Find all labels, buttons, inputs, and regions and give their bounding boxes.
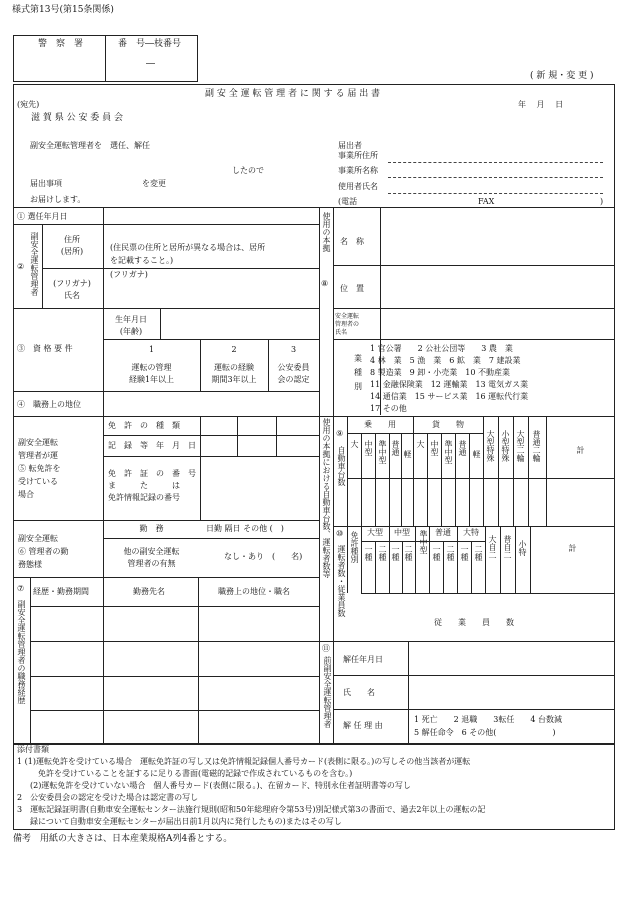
attach-title: 添付書類 bbox=[17, 745, 49, 754]
s9-col-kogata-tokushu: 小型特殊 bbox=[501, 430, 510, 462]
s10-jun: 準中型 bbox=[419, 530, 428, 554]
s9-col-mid: 中型 bbox=[364, 440, 373, 456]
s10-mid-2: 二種 bbox=[404, 545, 413, 561]
s8-industry-5[interactable]: 14 通信業 15 サービス業 16 運転代行業 bbox=[370, 392, 529, 401]
s7-row-line[interactable] bbox=[30, 710, 319, 711]
body-line-2: したので bbox=[232, 166, 264, 175]
s9-col-oogata-nirin: 大型二輪 bbox=[516, 430, 525, 462]
s10-employees: 従 業 員 数 bbox=[434, 618, 514, 627]
s10-mid-1: 一種 bbox=[391, 545, 400, 561]
s6-other-label: 他の副安全運転 管理者の有無 bbox=[123, 547, 180, 568]
s9-col-total: 計 bbox=[576, 446, 585, 455]
s8-manager-label: 安全運転 管理者の 氏名 bbox=[335, 313, 360, 336]
addressee: 滋 賀 県 公 安 委 員 会 bbox=[31, 113, 124, 123]
s2-address-label: 住所 (居所) bbox=[60, 235, 84, 256]
attach-line-2: 免許を受けていることを証するに足りる書面(電磁的記録で作成されているものを含む。) bbox=[38, 769, 353, 778]
s10-mid: 中型 bbox=[394, 528, 410, 537]
s3-q1[interactable]: 運転の管理 経験1年以上 bbox=[128, 363, 175, 384]
applicant-name-line[interactable] bbox=[388, 177, 603, 178]
attach-line-3: (2)運転免許を受けていない場合 個人番号カード(表側に限る。)、在留カード、特別永住者証明書等の写し bbox=[30, 781, 411, 790]
police-station-label: 警 察 署 bbox=[38, 39, 84, 49]
s3-label: ③ 資 格 要 件 bbox=[17, 344, 73, 353]
s10-num: ⑩ bbox=[336, 529, 344, 538]
addressee-label: (宛先) bbox=[17, 100, 40, 109]
s8-industry-label: 業 種 別 bbox=[354, 354, 362, 391]
s9-col-futsu: 普通 bbox=[391, 440, 400, 456]
form-title: 副 安 全 運 転 管 理 者 に 関 す る 届 出 書 bbox=[205, 89, 381, 99]
applicant-name-label: 事業所名称 bbox=[338, 166, 378, 175]
attach-line-6: 録について自動車安全運転センターが届出日前1月以内に発行したもの)またはその写し bbox=[30, 817, 342, 826]
s10-large-1: 一種 bbox=[364, 545, 373, 561]
s10-futsu-1: 一種 bbox=[432, 545, 441, 561]
s9-col-futsu-cargo: 普通 bbox=[458, 440, 467, 456]
applicant-address-label: 事業所住所 bbox=[338, 151, 378, 160]
s10-fujini: 普自二 bbox=[503, 535, 512, 559]
s7-side-label: 副安全運転管理者の職務経歴 bbox=[17, 600, 26, 704]
s7-row-line[interactable] bbox=[30, 641, 319, 642]
s9-col-large-cargo: 大 bbox=[416, 440, 425, 448]
s9-cargo: 貨 物 bbox=[432, 420, 464, 429]
s8-industry-2[interactable]: 4 林 業 5 漁 業 6 鉱 業 7 建設業 bbox=[370, 356, 521, 365]
s11-date-label: 解任年月日 bbox=[343, 655, 383, 664]
body-line-1: 副安全運転管理者を 選任、解任 bbox=[30, 141, 150, 150]
s10-ojini: 大自二 bbox=[488, 535, 497, 559]
number-label: 番 号―枝番号 bbox=[118, 39, 182, 49]
s10-kogata: 小特 bbox=[518, 540, 527, 556]
s8-name-label: 名 称 bbox=[340, 237, 364, 246]
attach-line-4: 2 公安委員会の認定を受けた場合は認定書の写し bbox=[17, 793, 199, 802]
s11-reason-2[interactable]: 5 解任命令 6 その他( ) bbox=[414, 728, 556, 737]
s10-futsu: 普通 bbox=[435, 528, 451, 537]
s2-name-label: (フリガナ) 氏名 bbox=[53, 279, 91, 300]
form-label: 様式第13号(第15条関係) bbox=[12, 5, 114, 15]
s9-col-kei: 軽 bbox=[403, 450, 412, 458]
s10-side-label: 運転者数・従業員数 bbox=[337, 545, 346, 617]
s10-large-2: 二種 bbox=[378, 545, 387, 561]
s9-col-kei-cargo: 軽 bbox=[472, 450, 481, 458]
s9-num: ⑨ bbox=[336, 429, 344, 438]
s8-industry-4[interactable]: 11 金融保険業 12 運輸業 13 電気ガス業 bbox=[370, 380, 529, 389]
body-line-3: 届出事項 を変更 bbox=[30, 179, 166, 188]
applicant-fax-label: FAX bbox=[478, 197, 495, 206]
s10-total: 計 bbox=[568, 544, 577, 553]
footer-note: 備考 用紙の大きさは、日本産業規格A列4番とする。 bbox=[13, 834, 233, 844]
s10-daitoku-1: 一種 bbox=[460, 545, 469, 561]
applicant-title: 届出者 bbox=[338, 141, 362, 150]
date-field[interactable]: 年 月 日 bbox=[518, 100, 564, 109]
s3-q2[interactable]: 運転の経験 期間3年以上 bbox=[211, 363, 257, 384]
s5-license-type: 免 許 の 種 類 bbox=[108, 421, 180, 430]
s9-col-large: 大 bbox=[350, 440, 359, 448]
applicant-user-line[interactable] bbox=[388, 193, 603, 194]
s2-address-note[interactable]: (住民票の住所と居所が異なる場合は、居所 を記載すること。) bbox=[110, 243, 266, 265]
s8-num: ⑧ bbox=[321, 279, 329, 288]
s9-col-mid-cargo: 中型 bbox=[430, 440, 439, 456]
s7-row-line[interactable] bbox=[30, 676, 319, 677]
s11-reason-label: 解 任 理 由 bbox=[343, 721, 383, 730]
s8-location-label: 位 置 bbox=[340, 284, 364, 293]
s9-col-jun: 準中型 bbox=[378, 440, 387, 464]
s3-q1-num: 1 bbox=[148, 345, 155, 354]
s9-col-jun-cargo: 準中型 bbox=[444, 440, 453, 464]
s9-col-oogata-tokushu: 大型特殊 bbox=[486, 430, 495, 462]
s9-passenger: 乗 用 bbox=[364, 420, 396, 429]
s10-large: 大型 bbox=[367, 528, 383, 537]
attach-box bbox=[13, 744, 615, 830]
number-dash: ― bbox=[146, 59, 155, 69]
applicant-address-line[interactable] bbox=[388, 162, 603, 163]
s5-label: 副安全運転 管理者が運 ⑤ 転免許を 受けている 場合 bbox=[18, 438, 61, 499]
s3-q3[interactable]: 公安委員 会の認定 bbox=[277, 363, 310, 384]
s9-auto-label: 自動車台数 bbox=[337, 446, 346, 486]
s11-side-label: 前副安全運転管理者 bbox=[323, 656, 332, 728]
s7-header-period: 経歴・勤務期間 bbox=[33, 587, 89, 596]
s10-license-label: 免許種別 bbox=[350, 531, 359, 563]
s2-name-note[interactable]: (フリガナ) bbox=[110, 270, 148, 279]
s8-industry-6[interactable]: 17 その他 bbox=[370, 404, 407, 413]
s6-work-value[interactable]: 日勤 隔日 その他 ( ) bbox=[206, 524, 284, 533]
s10-daitoku-2: 二種 bbox=[474, 545, 483, 561]
attach-line-5: 3 運転記録証明書(自動車安全運転センター法施行規則(昭和50年総理府令第53号)別記様式第3の書面で、過去2年以上の運転の記 bbox=[17, 805, 486, 814]
s6-label: 副安全運転 ⑥ 管理者の勤 務態様 bbox=[18, 534, 69, 569]
s7-num: ⑦ bbox=[17, 584, 25, 593]
s4-label: ④ 職務上の地位 bbox=[17, 400, 81, 409]
s1-label: ① 選任年月日 bbox=[17, 212, 68, 221]
applicant-close-paren: ) bbox=[600, 197, 604, 206]
s6-other-value[interactable]: なし・あり ( 名) bbox=[224, 552, 303, 561]
s9-side-label: 使用の本拠における自動車台数、運転者数等 bbox=[322, 418, 331, 578]
s3-q3-num: 3 bbox=[290, 345, 297, 354]
applicant-user-label: 使用者氏名 bbox=[338, 182, 378, 191]
s10-futsu-2: 二種 bbox=[446, 545, 455, 561]
s11-reason-1[interactable]: 1 死亡 2 退職 3転任 4 台数減 bbox=[414, 715, 562, 724]
s7-header-position: 職務上の地位・職名 bbox=[218, 587, 290, 596]
s8-side-label: 使用の本拠 bbox=[322, 212, 331, 252]
s5-license-number: 免 許 証 の 番 号 ま た は 免許情報記録の番号 bbox=[108, 469, 196, 502]
s11-num: ⑪ bbox=[322, 644, 330, 653]
s2-num: ② bbox=[17, 262, 25, 271]
s10-daitoku: 大特 bbox=[463, 528, 479, 537]
s7-header-employer: 勤務先名 bbox=[133, 587, 165, 596]
s11-name-label: 氏 名 bbox=[343, 688, 375, 697]
new-change-label: ( 新 規・変 更 ) bbox=[530, 71, 594, 81]
s5-record-date: 記 録 等 年 月 日 bbox=[108, 441, 196, 450]
body-line-4: お届けします。 bbox=[30, 195, 86, 204]
s9-col-futsu-nirin: 普通二輪 bbox=[532, 430, 541, 462]
s3-birth-label: 生年月日 (年齢) bbox=[115, 315, 147, 336]
s2-side-label: 副安全運転管理者 bbox=[30, 232, 39, 296]
attach-line-1: 1 (1)運転免許を受けている場合 運転免許証の写し又は免許情報記録個人番号カード(表側に限る。)の写しその他当該者が運転 bbox=[17, 757, 471, 766]
s6-work-label: 勤 務 bbox=[139, 524, 164, 533]
s8-industry-1[interactable]: 1 官公署 2 公社公団等 3 農 業 bbox=[370, 344, 513, 353]
s8-industry-3[interactable]: 8 製造業 9 卸・小売業 10 不動産業 bbox=[370, 368, 510, 377]
applicant-tel-label: (電話 bbox=[338, 197, 358, 206]
s3-q2-num: 2 bbox=[231, 345, 237, 354]
